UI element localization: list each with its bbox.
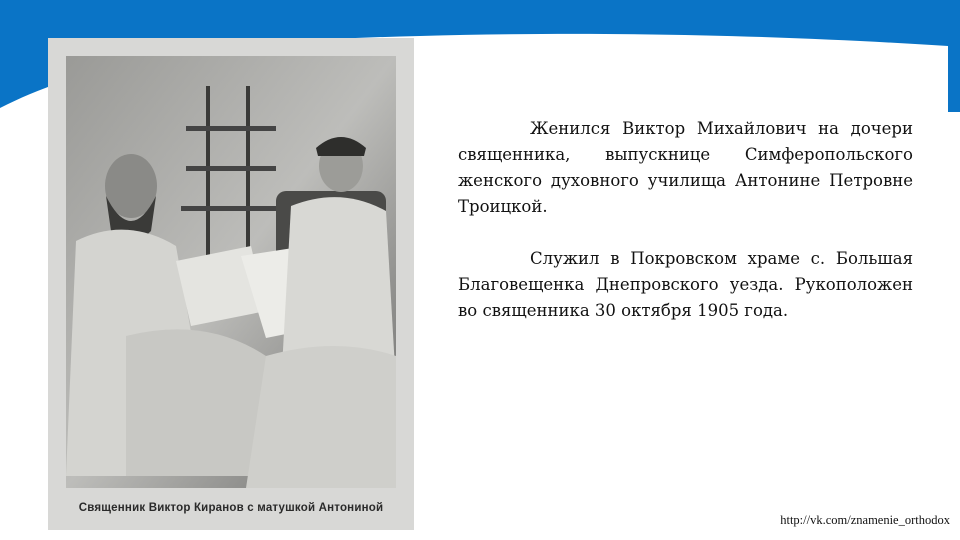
- source-link[interactable]: http://vk.com/znamenie_orthodox: [780, 513, 950, 527]
- photo-caption: Священник Виктор Киранов с матушкой Антониной: [78, 502, 384, 514]
- paragraph-marriage: Женился Виктор Михайлович на дочери священника, выпускнице Симферопольского женского духовного училища Антонине Петровне Троицкой.: [458, 119, 913, 216]
- paragraph-service: Служил в Покровском храме с. Большая Благовещенка Днепровского уезда. Рукоположен во священника 30 октября 1905 года.: [458, 249, 913, 320]
- photo-illustration: [66, 56, 396, 488]
- historical-photo-card: [48, 38, 414, 530]
- biography-text: [458, 116, 913, 324]
- portrait-photo: [66, 56, 396, 488]
